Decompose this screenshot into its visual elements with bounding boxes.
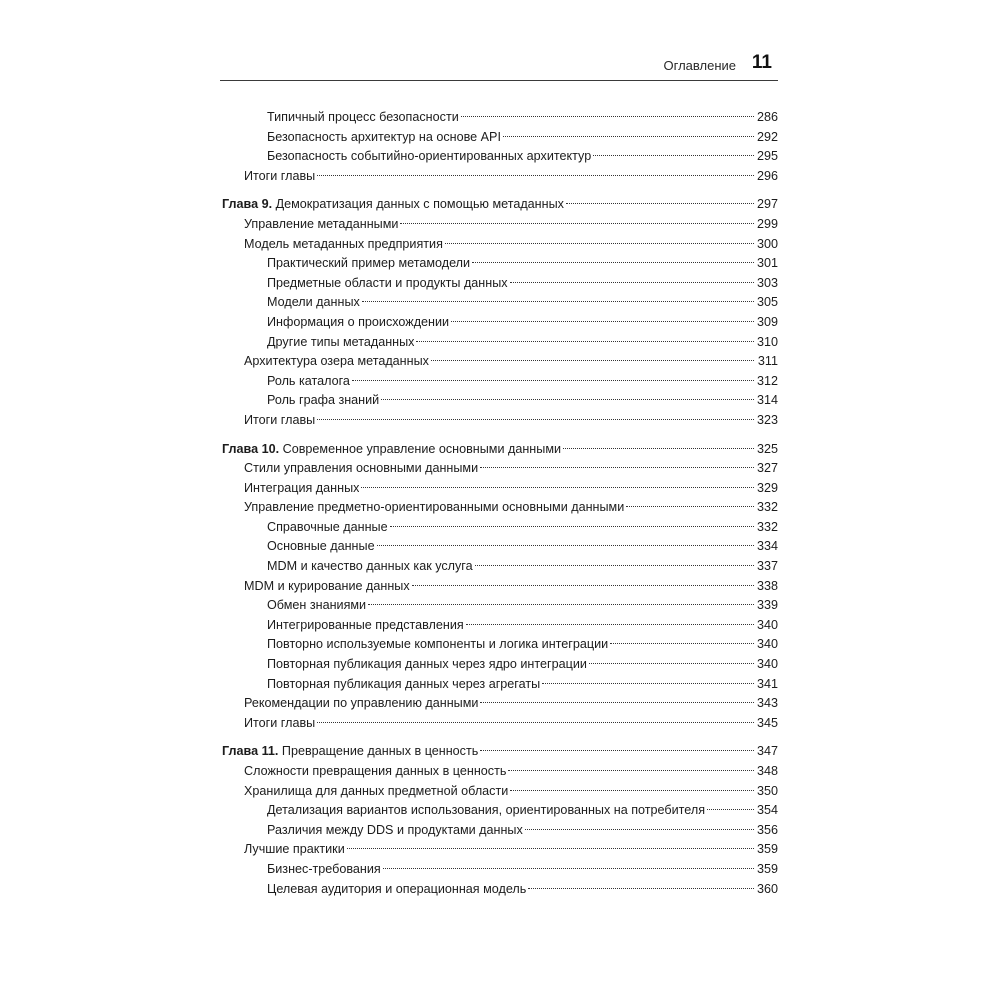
dot-leader [451, 321, 754, 322]
dot-leader [510, 790, 754, 791]
toc-page-number: 309 [756, 314, 778, 329]
toc-page-number: 340 [756, 637, 778, 652]
toc-entry-text: Практический пример метамодели [267, 256, 471, 271]
dot-leader [610, 643, 754, 644]
toc-entry-title [267, 616, 464, 636]
dot-leader [508, 770, 754, 771]
toc-page-number: 327 [756, 461, 778, 476]
toc-page-number: 350 [756, 783, 778, 798]
dot-leader [542, 683, 754, 684]
toc-page-number: 332 [756, 519, 778, 534]
toc-page-number: 329 [756, 480, 778, 495]
toc-entry-text: Основные данные [267, 539, 375, 554]
dot-leader [593, 155, 754, 156]
page-number: 11 [751, 52, 772, 73]
toc-entry-title [244, 694, 478, 714]
toc-subsection-entry [222, 801, 778, 821]
toc-page-number: 303 [756, 275, 778, 290]
toc-page-number: 340 [756, 657, 778, 672]
toc-entry-title [267, 675, 540, 695]
dot-leader [317, 175, 754, 176]
toc-entry-text: Повторно используемые компоненты и логика интеграции [267, 637, 609, 652]
toc-entry-title [267, 860, 381, 880]
toc-entry-text: Стили управления основными данными [244, 461, 479, 476]
toc-section-entry [222, 577, 778, 597]
dot-leader [466, 624, 754, 625]
toc-page-number: 299 [756, 216, 778, 231]
toc-entry-text: Модель метаданных предприятия [244, 236, 443, 251]
toc-entry-title [267, 655, 587, 675]
toc-entry-text: Архитектура озера метаданных [244, 354, 429, 369]
dot-leader [475, 565, 754, 566]
toc-subsection-entry [222, 147, 778, 167]
toc-entry-title [267, 147, 591, 167]
toc-entry-text: Детализация вариантов использования, ориентированных на потребителя [267, 803, 706, 818]
dot-leader [503, 136, 754, 137]
toc-subsection-entry [222, 518, 778, 538]
toc-entry-text: Предметные области и продукты данных [267, 275, 508, 290]
toc-entry-title [267, 518, 388, 538]
dot-leader [480, 467, 754, 468]
toc-subsection-entry [222, 108, 778, 128]
toc-entry-title [244, 498, 624, 518]
toc-page-number: 312 [756, 373, 778, 388]
toc-subsection-entry [222, 675, 778, 695]
toc-entry-text: MDM и качество данных как услуга [267, 559, 473, 574]
toc-entry-title [267, 108, 459, 128]
toc-entry-title [244, 762, 506, 782]
toc-page-number: 286 [756, 110, 778, 124]
toc-chapter-entry [222, 742, 778, 762]
toc-entry-title [267, 557, 473, 577]
toc-entry-text: Информация о происхождении [267, 314, 450, 329]
toc-entry-title [222, 742, 478, 762]
toc-entry-text: Модели данных [267, 295, 360, 310]
toc-page-number: 311 [757, 354, 778, 369]
toc-subsection-entry [222, 537, 778, 557]
toc-page-number: 345 [756, 715, 778, 730]
toc-entry-title [222, 440, 561, 460]
toc-entry-title [267, 391, 379, 411]
toc-entry-text: Бизнес-требования [267, 861, 381, 876]
dot-leader [383, 868, 754, 869]
dot-leader [362, 301, 754, 302]
toc-page-number: 297 [756, 197, 778, 212]
table-of-contents [222, 108, 778, 899]
dot-leader [510, 282, 754, 283]
toc-section-entry [222, 479, 778, 499]
toc-entry-title [244, 782, 508, 802]
toc-entry-title [267, 596, 366, 616]
toc-subsection-entry [222, 274, 778, 294]
toc-entry-text: Хранилища для данных предметной области [244, 783, 509, 798]
toc-page-number: 296 [756, 168, 778, 183]
dot-leader [626, 506, 754, 507]
toc-section-entry [222, 498, 778, 518]
toc-entry-title [267, 128, 501, 148]
toc-entry-text: Различия между DDS и продуктами данных [267, 822, 523, 837]
dot-leader [317, 722, 754, 723]
dot-leader [412, 585, 754, 586]
toc-entry-title [267, 372, 350, 392]
toc-entry-text: Интеграция данных [244, 480, 360, 495]
chapter-label: Глава 11. [222, 744, 279, 759]
dot-leader [431, 360, 754, 361]
toc-entry-text: Итоги главы [244, 168, 316, 183]
toc-entry-text: Сложности превращения данных в ценность [244, 764, 507, 778]
toc-subsection-entry [222, 372, 778, 392]
toc-subsection-entry [222, 313, 778, 333]
toc-entry-title [222, 195, 564, 215]
toc-section-entry [222, 459, 778, 479]
toc-entry-text: Современное управление основными данными [279, 441, 562, 456]
toc-entry-title [244, 459, 478, 479]
toc-entry-text: Демократизация данных с помощью метаданных [272, 197, 564, 212]
toc-chapter-entry [222, 195, 778, 215]
toc-entry-title [244, 235, 443, 255]
dot-leader [361, 487, 754, 488]
toc-entry-title [244, 411, 315, 431]
toc-section-entry [222, 714, 778, 734]
toc-entry-title [267, 293, 360, 313]
toc-entry-text: Управление предметно-ориентированными основными данными [244, 500, 625, 515]
toc-entry-title [267, 274, 508, 294]
toc-page-number: 356 [756, 822, 778, 837]
dot-leader [352, 380, 754, 381]
toc-entry-title [267, 333, 414, 353]
toc-page-number: 334 [756, 539, 778, 554]
toc-entry-text: Обмен знаниями [267, 598, 367, 613]
toc-entry-title [244, 479, 359, 499]
toc-section-entry [222, 411, 778, 431]
toc-section-entry [222, 235, 778, 255]
toc-subsection-entry [222, 860, 778, 880]
toc-subsection-entry [222, 128, 778, 148]
toc-subsection-entry [222, 557, 778, 577]
toc-page-number: 325 [756, 441, 778, 456]
dot-leader [377, 545, 754, 546]
toc-subsection-entry [222, 616, 778, 636]
toc-subsection-entry [222, 391, 778, 411]
toc-page-number: 341 [756, 676, 778, 691]
toc-entry-title [267, 821, 523, 841]
toc-subsection-entry [222, 880, 778, 900]
dot-leader [528, 888, 754, 889]
dot-leader [472, 262, 754, 263]
dot-leader [390, 526, 754, 527]
toc-page-number: 337 [756, 559, 778, 574]
dot-leader [525, 829, 754, 830]
toc-page-number: 348 [756, 764, 778, 778]
toc-subsection-entry [222, 293, 778, 313]
toc-page-number: 354 [756, 803, 778, 818]
toc-section-entry [222, 762, 778, 782]
toc-entry-title [244, 352, 429, 372]
dot-leader [347, 848, 754, 849]
toc-page-number: 340 [756, 617, 778, 632]
toc-entry-text: MDM и курирование данных [244, 578, 410, 593]
toc-page-number: 343 [756, 696, 778, 711]
toc-entry-title [244, 577, 410, 597]
toc-entry-text: Безопасность архитектур на основе API [267, 129, 501, 144]
dot-leader [707, 809, 754, 810]
dot-leader [368, 604, 754, 605]
toc-entry-title [267, 635, 608, 655]
dot-leader [445, 243, 754, 244]
toc-entry-text: Итоги главы [244, 412, 316, 427]
toc-section-entry [222, 840, 778, 860]
toc-subsection-entry [222, 596, 778, 616]
running-header-title: Оглавление [663, 58, 736, 73]
running-header [220, 52, 778, 81]
toc-page-number: 310 [756, 334, 778, 349]
toc-page-number: 300 [756, 236, 778, 251]
toc-entry-text: Итоги главы [244, 715, 316, 730]
toc-page-number: 292 [756, 129, 778, 144]
toc-section-entry [222, 694, 778, 714]
toc-page-number: 295 [756, 149, 778, 164]
chapter-label: Глава 9. [222, 197, 273, 212]
toc-entry-title [267, 880, 526, 900]
toc-entry-title [267, 801, 705, 821]
toc-entry-text: Целевая аудитория и операционная модель [267, 881, 527, 896]
toc-entry-text: Типичный процесс безопасности [267, 110, 459, 124]
toc-page-number: 332 [756, 500, 778, 515]
dot-leader [416, 341, 754, 342]
toc-section-entry [222, 352, 778, 372]
dot-leader [317, 419, 754, 420]
toc-subsection-entry [222, 655, 778, 675]
toc-page-number: 359 [756, 842, 778, 857]
toc-page-number: 305 [756, 295, 778, 310]
toc-entry-text: Лучшие практики [244, 842, 345, 857]
toc-entry-title [244, 714, 315, 734]
toc-entry-title [244, 840, 345, 860]
dot-leader [563, 448, 754, 449]
toc-entry-text: Повторная публикация данных через ядро интеграции [267, 657, 587, 672]
toc-page-number: 323 [756, 412, 778, 427]
toc-entry-text: Роль каталога [267, 373, 350, 388]
toc-subsection-entry [222, 254, 778, 274]
toc-page-number: 360 [756, 881, 778, 896]
toc-entry-title [244, 215, 398, 235]
toc-subsection-entry [222, 821, 778, 841]
toc-entry-text: Повторная публикация данных через агрегаты [267, 676, 541, 691]
toc-entry-text: Роль графа знаний [267, 393, 380, 408]
toc-entry-text: Безопасность событийно-ориентированных архитектур [267, 149, 592, 164]
toc-entry-title [267, 313, 449, 333]
toc-section-entry [222, 215, 778, 235]
toc-entry-title [244, 167, 315, 187]
toc-page-number: 347 [756, 744, 778, 759]
dot-leader [480, 702, 754, 703]
toc-subsection-entry [222, 635, 778, 655]
dot-leader [400, 223, 754, 224]
dot-leader [461, 116, 754, 117]
toc-page-number: 339 [756, 598, 778, 613]
toc-section-entry [222, 167, 778, 187]
toc-chapter-entry [222, 440, 778, 460]
dot-leader [566, 203, 754, 204]
toc-entry-text: Превращение данных в ценность [278, 744, 479, 759]
dot-leader [381, 399, 754, 400]
toc-section-entry [222, 782, 778, 802]
toc-entry-title [267, 537, 375, 557]
toc-page-number: 338 [756, 578, 778, 593]
toc-entry-text: Другие типы метаданных [267, 334, 415, 349]
toc-page-number: 359 [756, 861, 778, 876]
toc-page-number: 301 [756, 256, 778, 271]
dot-leader [589, 663, 754, 664]
toc-entry-text: Справочные данные [267, 519, 388, 534]
toc-entry-title [267, 254, 470, 274]
toc-entry-text: Управление метаданными [244, 216, 399, 231]
toc-entry-text: Интегрированные представления [267, 617, 464, 632]
chapter-label: Глава 10. [222, 441, 280, 456]
toc-entry-text: Рекомендации по управлению данными [244, 696, 479, 711]
toc-subsection-entry [222, 333, 778, 353]
toc-page-number: 314 [756, 393, 778, 408]
dot-leader [480, 750, 754, 751]
